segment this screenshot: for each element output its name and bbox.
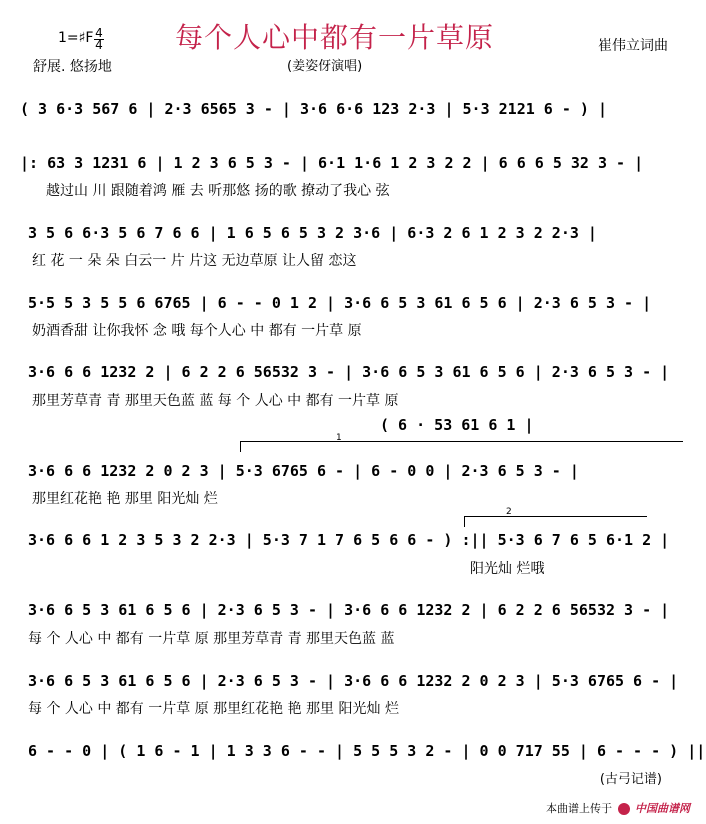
notation-row-7: 3·6 6 6 1232 2 0 2 3 | 5·3 6765 6 - | 6 - 0 0 | 2·3 6 5 3 - | (28, 462, 579, 480)
time-signature (94, 28, 104, 51)
composer-credit: 崔伟立词曲 (598, 38, 668, 54)
notation-row-10: 3·6 6 5 3 61 6 5 6 | 2·3 6 5 3 - | 3·6 6 6 1232 2 0 2 3 | 5·3 6765 6 - | (28, 672, 679, 690)
lyric-row-10: 每 个 人心 中 都有 一片草 原 那里红花艳 艳 那里 阳光灿 烂 (28, 701, 399, 717)
site-name-link[interactable]: 中国曲谱网 (635, 802, 690, 815)
volta-1-number: 1 (336, 433, 342, 443)
notation-row-4: 5·5 5 3 5 5 6 6765 | 6 - - 0 1 2 | 3·6 6 5 3 61 6 5 6 | 2·3 6 5 3 - | (28, 294, 652, 312)
lyric-row-9: 每 个 人心 中 都有 一片草 原 那里芳草青 青 那里天色蓝 蓝 (28, 631, 395, 647)
song-title: 每个人心中都有一片草原 (175, 21, 495, 54)
volta-2-number: 2 (506, 507, 512, 517)
transcriber-credit: (古弓记谱) (599, 772, 662, 787)
notation-row-2: |: 63 3 1231 6 | 1 2 3 6 5 3 - | 6·1 1·6 1 2 3 2 2 | 6 6 6 5 32 3 - | (20, 154, 644, 172)
notation-row-6: ( 6 · 53 61 6 1 | (380, 416, 534, 434)
notation-row-8: 3·6 6 6 1 2 3 5 3 2 2·3 | 5·3 7 1 7 6 5 6 6 - ) :|| 5·3 6 7 6 5 6·1 2 | (28, 531, 670, 549)
meter-top: 4 (95, 26, 103, 40)
singer-credit: (姜姿伢演唱) (287, 59, 363, 74)
upload-text: 本曲谱上传于 (546, 802, 612, 815)
volta-2-bracket (464, 516, 647, 527)
notation-row-3: 3 5 6 6·3 5 6 7 6 6 | 1 6 5 6 5 3 2 3·6 | 6·3 2 6 1 2 3 2 2·3 | (28, 224, 597, 242)
lyric-row-4: 奶酒香甜 让你我怀 念 哦 每个人心 中 都有 一片草 原 (32, 323, 362, 339)
lyric-row-7: 那里红花艳 艳 那里 阳光灿 烂 (32, 491, 218, 507)
notation-row-9: 3·6 6 5 3 61 6 5 6 | 2·3 6 5 3 - | 3·6 6 6 1232 2 | 6 2 2 6 56532 3 - | (28, 601, 670, 619)
meter-bottom: 4 (95, 38, 103, 52)
source-footer (546, 800, 690, 816)
lyric-row-8: 阳光灿 烂哦 (470, 561, 545, 577)
lyric-row-2: 越过山 川 跟随着鸿 雁 去 听那悠 扬的歌 撩动了我心 弦 (46, 183, 390, 199)
notation-row-11: 6 - - 0 | ( 1 6 - 1 | 1 3 3 6 - - | 5 5 5 3 2 - | 0 0 717 55 | 6 - - - ) || (28, 742, 706, 760)
key-signature: 1=♯F (58, 30, 94, 46)
volta-1-bracket (240, 441, 683, 452)
lyric-row-5: 那里芳草青 青 那里天色蓝 蓝 每 个 人心 中 都有 一片草 原 (32, 393, 399, 409)
site-logo-icon (618, 803, 630, 815)
tempo-marking: 舒展. 悠扬地 (33, 59, 112, 75)
notation-row-1: ( 3 6·3 567 6 | 2·3 6565 3 - | 3·6 6·6 123 2·3 | 5·3 2121 6 - ) | (20, 100, 607, 118)
lyric-row-3: 红 花 一 朵 朵 白云一 片 片这 无边草原 让人留 恋这 (32, 253, 357, 269)
notation-row-5: 3·6 6 6 1232 2 | 6 2 2 6 56532 3 - | 3·6 6 5 3 61 6 5 6 | 2·3 6 5 3 - | (28, 363, 670, 381)
